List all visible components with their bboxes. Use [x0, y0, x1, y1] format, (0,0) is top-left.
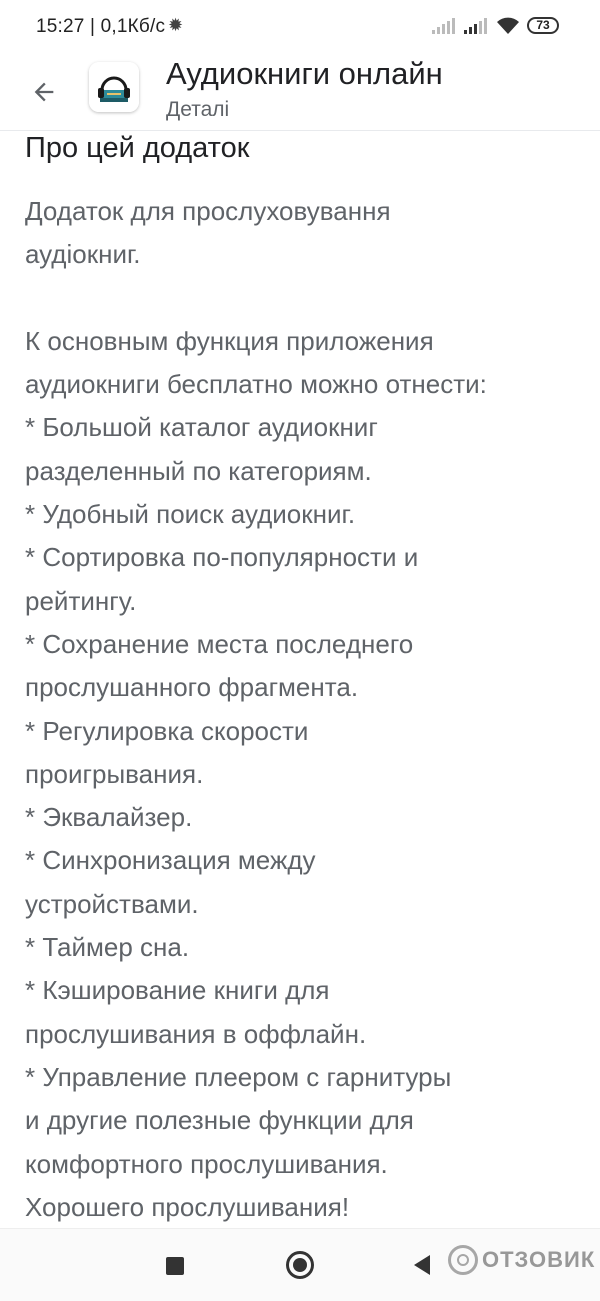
description-line: комфортного прослушивания. — [25, 1148, 388, 1179]
description-line: * Кэширование книги для — [25, 975, 330, 1006]
signal-icon — [464, 18, 488, 34]
page-subtitle: Деталі — [166, 98, 230, 121]
back-button[interactable] — [24, 72, 64, 112]
headphones-book-icon — [89, 62, 139, 112]
description-line — [25, 277, 585, 320]
description-line: * Управление плеером с гарнитуры — [25, 1061, 452, 1092]
recents-button[interactable] — [166, 1257, 184, 1275]
home-button[interactable] — [286, 1251, 314, 1279]
description-line: проигрывания. — [25, 758, 204, 789]
watermark-ring-icon — [448, 1245, 478, 1275]
description-line: и другие полезные функции для — [25, 1105, 414, 1136]
description-line: * Большой каталог аудиокниг — [25, 412, 378, 443]
app-icon — [89, 62, 139, 112]
status-bar — [0, 0, 600, 54]
description-line: * Сортировка по-популярности и — [25, 542, 419, 573]
description-line: * Таймер сна. — [25, 932, 190, 963]
battery-icon: 73 — [527, 17, 559, 34]
description-line: * Регулировка скорости — [25, 715, 309, 746]
description-line: прослушанного фрагмента. — [25, 672, 359, 703]
nav-back-button[interactable] — [412, 1254, 432, 1276]
app-description — [25, 190, 585, 1229]
description-line: * Удобный поиск аудиокниг. — [25, 499, 356, 530]
description-line: К основным функция приложения — [25, 325, 434, 356]
arrow-back-icon — [30, 78, 58, 106]
status-time: 15:27 | 0,1Кб/с — [36, 16, 166, 37]
description-line: * Эквалайзер. — [25, 802, 193, 833]
description-line: аудіокниг. — [25, 239, 141, 270]
description-line: Хорошего прослушивания! — [25, 1191, 350, 1222]
app-title: Аудиокниги онлайн — [166, 56, 443, 91]
description-line: Додаток для прослуховування — [25, 196, 391, 226]
description-line: * Сохранение места последнего — [25, 628, 414, 659]
signal-icon — [432, 18, 456, 34]
description-line: аудиокниги бесплатно можно отнести: — [25, 369, 487, 400]
description-line: * Синхронизация между — [25, 845, 316, 876]
home-dot — [293, 1258, 307, 1272]
notification-gear-icon: ✹ — [168, 15, 184, 35]
app-header — [0, 54, 600, 131]
watermark-logo — [448, 1240, 595, 1280]
description-line: рейтингу. — [25, 585, 137, 616]
section-title: Про цей додаток — [25, 132, 250, 164]
description-line: устройствами. — [25, 888, 199, 919]
description-line: разделенный по категориям. — [25, 455, 372, 486]
watermark-text: ОТЗОВИК — [482, 1247, 596, 1272]
wifi-icon — [496, 16, 520, 36]
description-line: прослушивания в оффлайн. — [25, 1018, 367, 1049]
